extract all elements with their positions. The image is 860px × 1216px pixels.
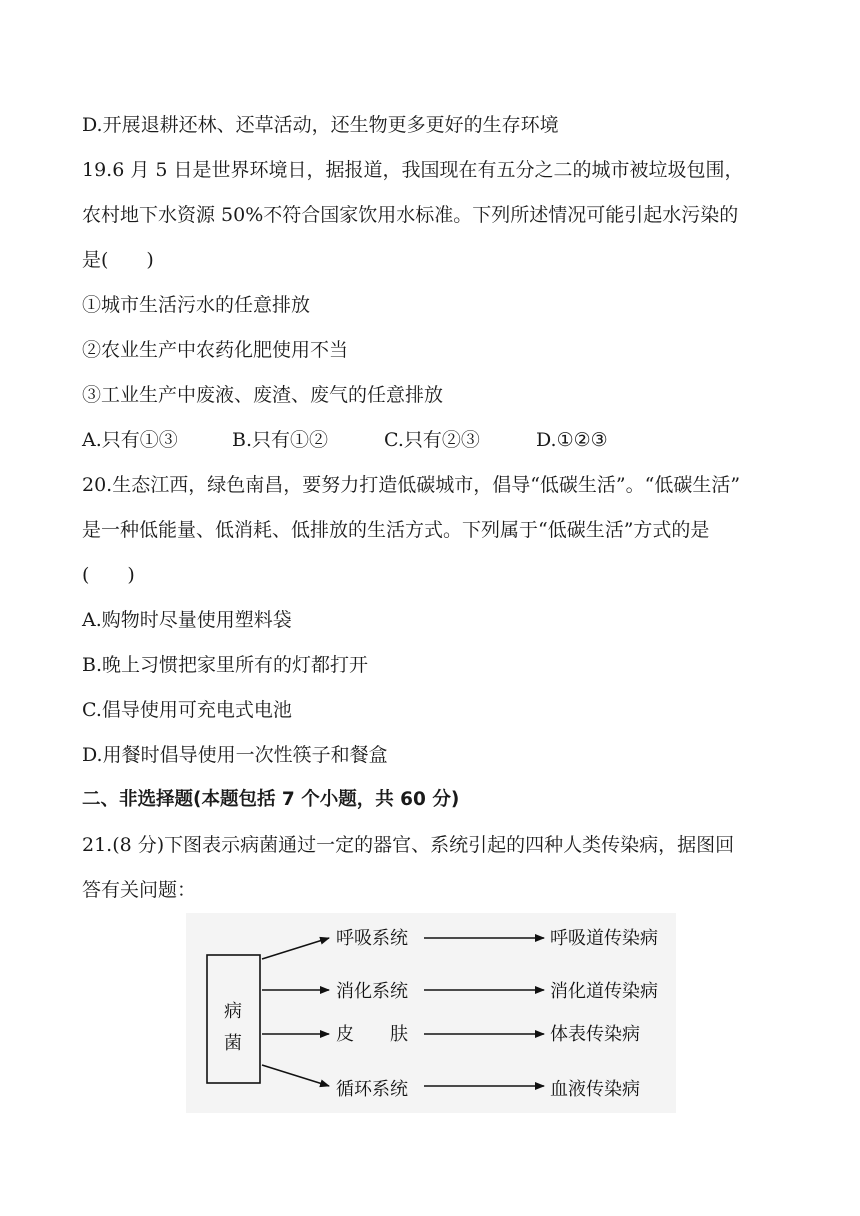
q19-option-b: B.只有①② bbox=[232, 429, 329, 451]
q18-option-d: D.开展退耕还林、还草活动，还生物更多更好的生存环境 bbox=[82, 114, 559, 136]
q20-stem-line1: 20.生态江西，绿色南昌，要努力打造低碳城市，倡导“低碳生活”。“低碳生活” bbox=[82, 474, 741, 496]
q19-item-2: ②农业生产中农药化肥使用不当 bbox=[82, 339, 349, 361]
q21-stem-line1: 21.(8 分)下图表示病菌通过一定的器官、系统引起的四种人类传染病，据图回 bbox=[82, 834, 735, 856]
q20-stem-line2: 是一种低能量、低消耗、低排放的生活方式。下列属于“低碳生活”方式的是 bbox=[82, 519, 710, 541]
system-label-digestive: 消化系统 bbox=[336, 981, 408, 1002]
q20-option-d: D.用餐时倡导使用一次性筷子和餐盒 bbox=[82, 744, 388, 766]
pathogen-diagram bbox=[186, 913, 676, 1113]
system-label-circulatory: 循环系统 bbox=[336, 1079, 408, 1100]
q20-stem-line3: ( ) bbox=[82, 564, 135, 586]
pathogen-diagram-svg bbox=[186, 913, 676, 1113]
pathogen-label-2: 菌 bbox=[224, 1033, 242, 1054]
disease-label-blood: 血液传染病 bbox=[550, 1079, 640, 1100]
q19-option-d: D.①②③ bbox=[536, 429, 608, 451]
disease-label-respiratory: 呼吸道传染病 bbox=[550, 928, 658, 949]
disease-label-skin: 体表传染病 bbox=[550, 1024, 640, 1045]
pathogen-label-1: 病 bbox=[224, 1001, 242, 1022]
q19-option-a: A.只有①③ bbox=[82, 429, 178, 451]
q20-option-a: A.购物时尽量使用塑料袋 bbox=[82, 609, 292, 631]
q19-item-3: ③工业生产中废液、废渣、废气的任意排放 bbox=[82, 384, 444, 406]
q20-option-b: B.晚上习惯把家里所有的灯都打开 bbox=[82, 654, 369, 676]
disease-label-digestive: 消化道传染病 bbox=[550, 981, 658, 1002]
arrow-to-respiratory bbox=[262, 938, 329, 959]
q19-stem-line3: 是( ) bbox=[82, 249, 154, 271]
q19-stem-line2: 农村地下水资源 50%不符合国家饮用水标准。下列所述情况可能引起水污染的 bbox=[82, 204, 739, 226]
section-heading: 二、非选择题(本题包括 7 个小题，共 60 分) bbox=[82, 789, 460, 810]
q19-option-c: C.只有②③ bbox=[384, 429, 480, 451]
q20-option-c: C.倡导使用可充电式电池 bbox=[82, 699, 292, 721]
q19-item-1: ①城市生活污水的任意排放 bbox=[82, 294, 311, 316]
system-label-skin: 皮 肤 bbox=[336, 1024, 408, 1045]
system-label-respiratory: 呼吸系统 bbox=[336, 928, 408, 949]
q21-stem-line2: 答有关问题： bbox=[82, 879, 197, 901]
q19-stem-line1: 19.6 月 5 日是世界环境日，据报道，我国现在有五分之二的城市被垃圾包围， bbox=[82, 159, 744, 181]
arrow-to-circulatory bbox=[262, 1065, 329, 1086]
